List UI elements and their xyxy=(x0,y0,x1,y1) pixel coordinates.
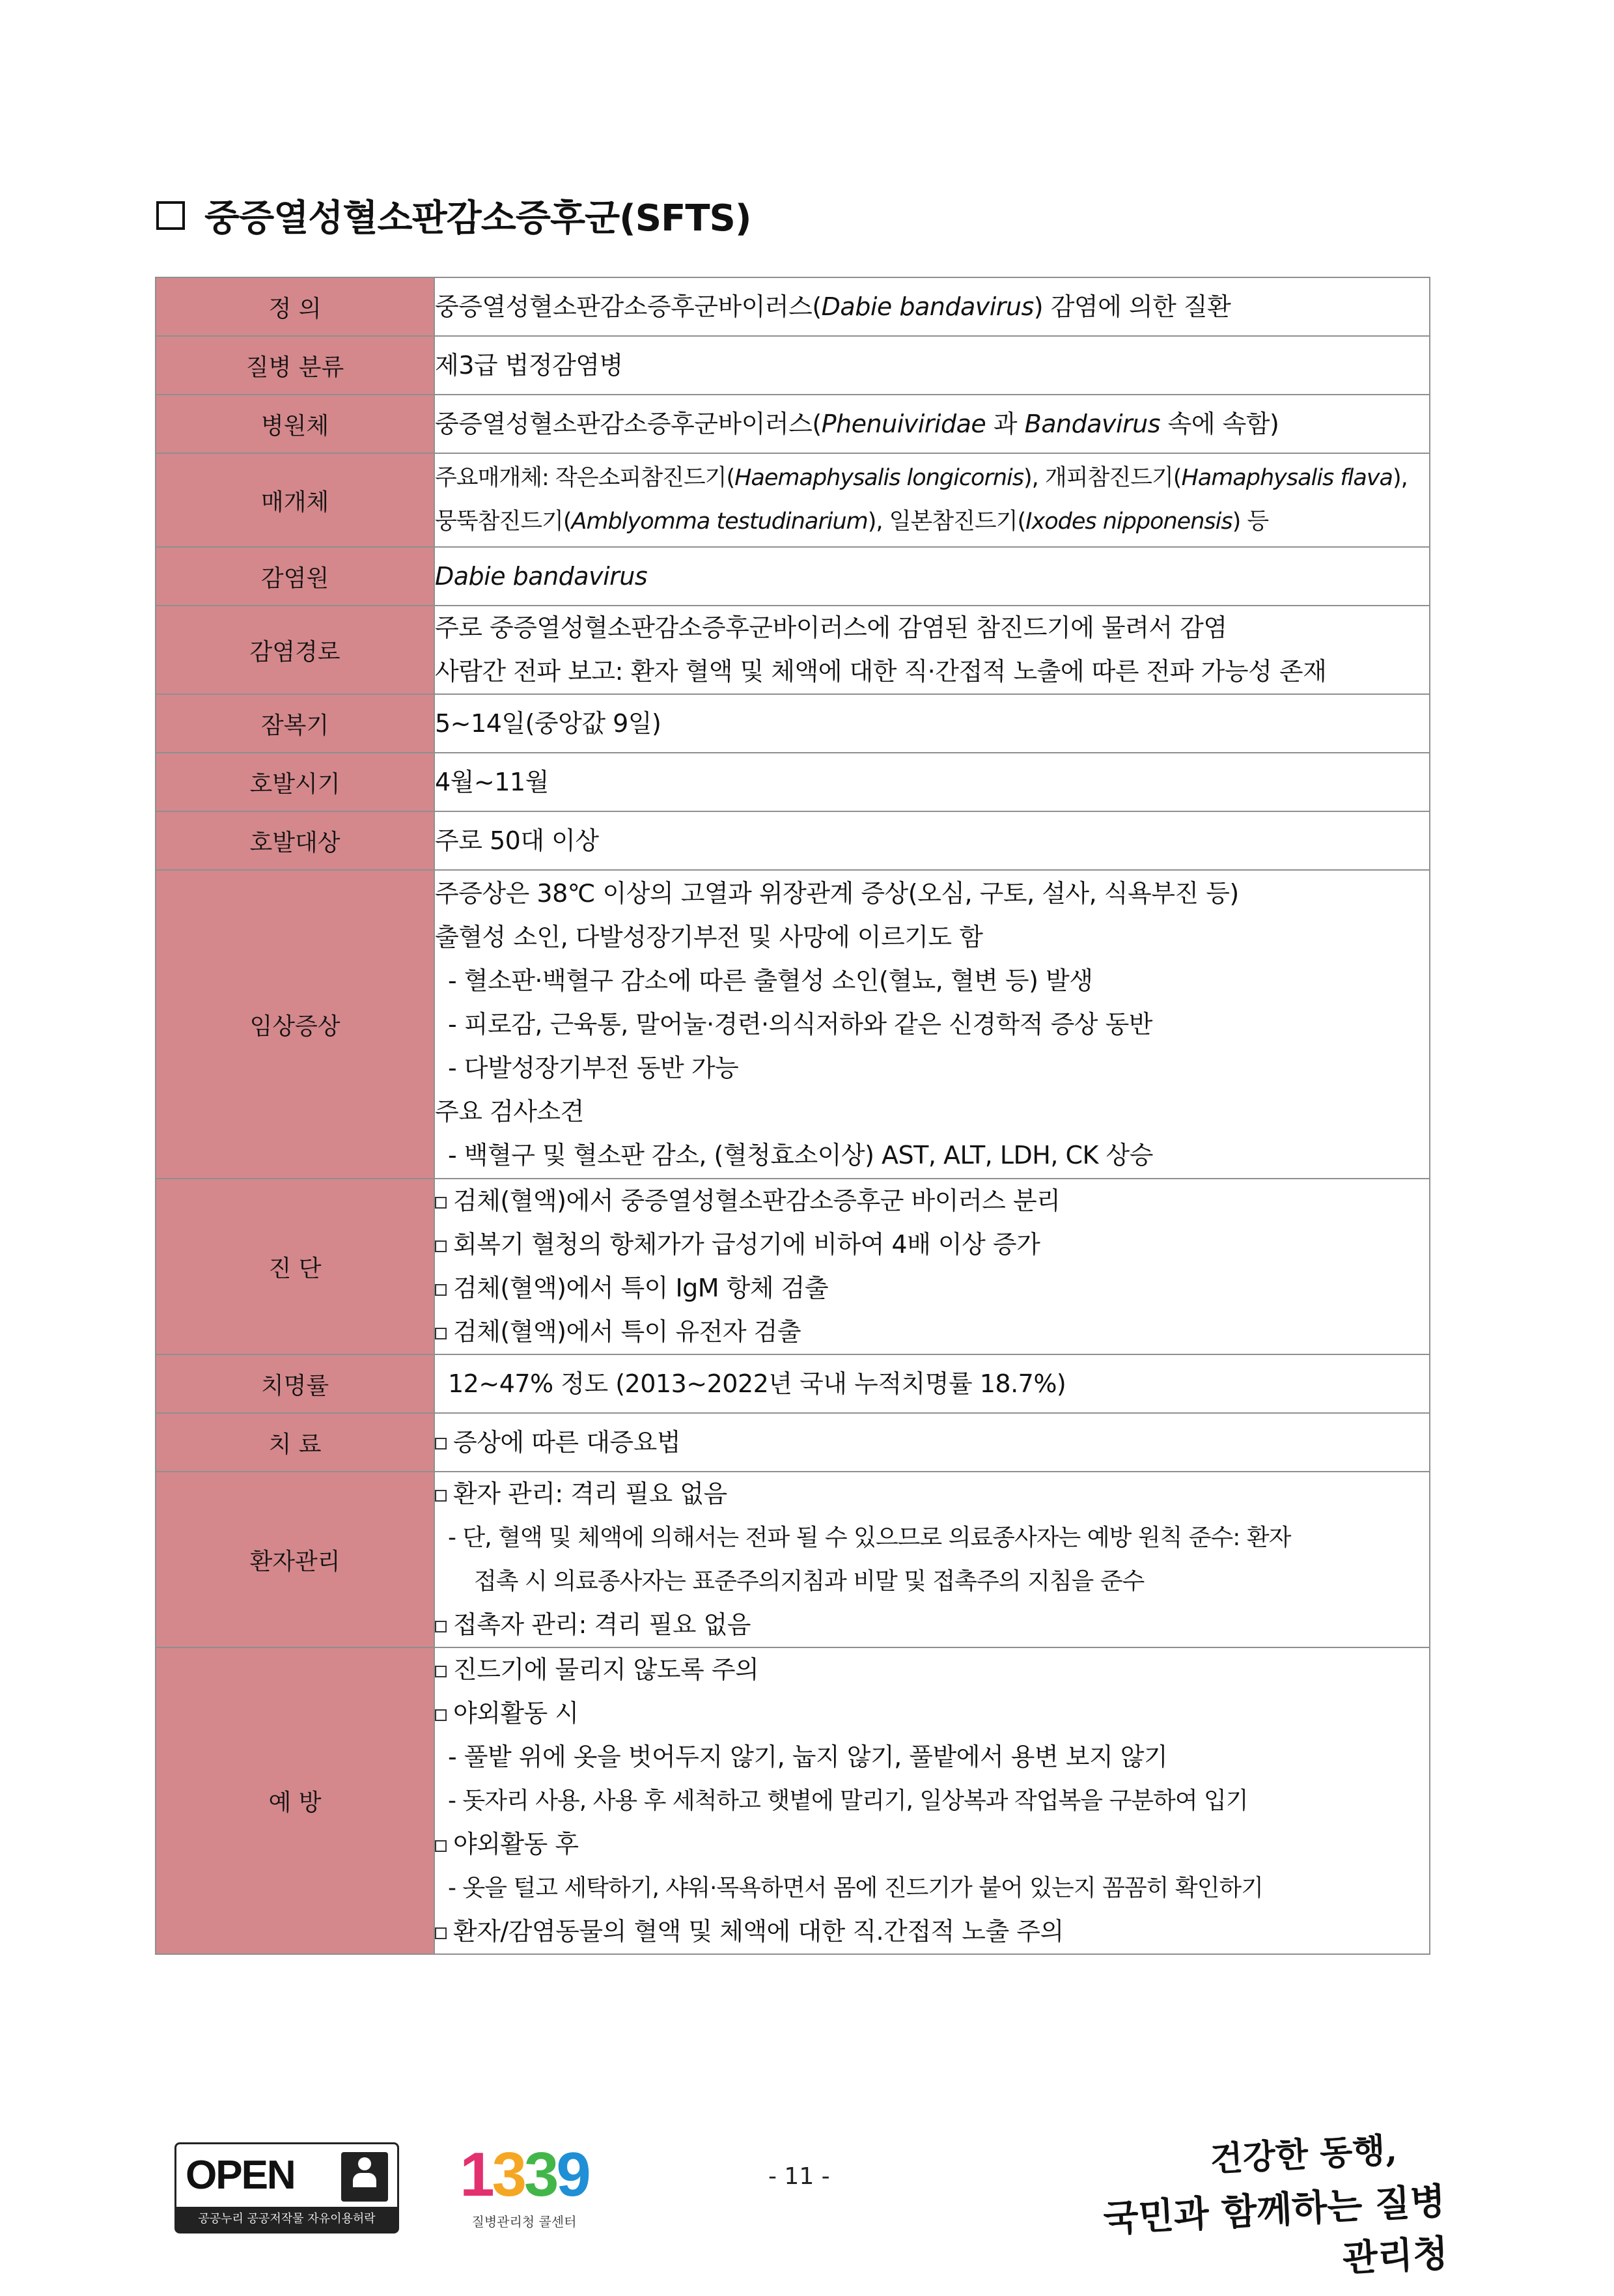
bullet-square-icon xyxy=(435,1438,447,1449)
text-line: 진드기에 물리지 않도록 주의 xyxy=(453,1655,759,1684)
source-cell: Dabie bandavirus xyxy=(434,547,1430,606)
open-license-badge xyxy=(174,2142,399,2233)
text-line: 사람간 전파 보고: 환자 혈액 및 체액에 대한 직·간접적 노출에 따른 전파 가능성 존재 xyxy=(435,657,1327,686)
open-badge-title: OPEN xyxy=(186,2153,295,2198)
text-line: 주요 검사소견 xyxy=(435,1097,584,1126)
table-row xyxy=(156,606,1430,694)
row-label: 임상증상 xyxy=(156,870,434,1179)
table-row xyxy=(156,1354,1430,1413)
bullet-square-icon xyxy=(435,1197,447,1209)
text-line: - 혈소판·백혈구 감소에 따른 출혈성 소인(혈뇨, 혈변 등) 발생 xyxy=(448,966,1093,995)
row-label: 감염원 xyxy=(156,547,434,606)
table-row xyxy=(156,1472,1430,1647)
diagnosis-cell xyxy=(434,1179,1430,1354)
pathogen-cell: 중증열성혈소판감소증후군바이러스(Phenuiviridae 과 Bandavirus 속에 속함) xyxy=(434,395,1430,453)
text-line: 접촉자 관리: 격리 필요 없음 xyxy=(453,1610,751,1639)
row-label: 예 방 xyxy=(156,1647,434,1954)
row-label: 감염경로 xyxy=(156,606,434,694)
section-heading xyxy=(156,186,751,245)
row-label: 정 의 xyxy=(156,277,434,336)
table-row xyxy=(156,547,1430,606)
bullet-square-icon xyxy=(435,1284,447,1296)
text-line: - 돗자리 사용, 사용 후 세척하고 햇볕에 말리기, 일상복과 작업복을 구분하여 입기 xyxy=(448,1787,1248,1814)
page-number: - 11 - xyxy=(768,2163,830,2190)
incubation-cell: 5~14일(중앙값 9일) xyxy=(434,694,1430,753)
bullet-square-icon xyxy=(435,1709,447,1721)
patient-cell xyxy=(434,1472,1430,1647)
bullet-square-icon xyxy=(435,1490,447,1502)
bullet-square-icon xyxy=(435,1240,447,1252)
table-row xyxy=(156,870,1430,1179)
table-row xyxy=(156,1647,1430,1954)
attribution-person-icon xyxy=(341,2152,388,2202)
clinical-cell xyxy=(434,870,1430,1179)
row-label: 치 료 xyxy=(156,1413,434,1472)
text-line: - 옷을 털고 세탁하기, 샤워·목욕하면서 몸에 진드기가 붙어 있는지 꼼꼼히 확인하기 xyxy=(448,1875,1263,1901)
text-line: 환자 관리: 격리 필요 없음 xyxy=(453,1479,727,1508)
text-line: 주증상은 38℃ 이상의 고열과 위장관계 증상(오심, 구토, 설사, 식욕부진 등) xyxy=(435,878,1239,908)
bullet-square-icon xyxy=(435,1621,447,1632)
row-label: 잠복기 xyxy=(156,694,434,753)
text-line: 검체(혈액)에서 중증열성혈소판감소증후군 바이러스 분리 xyxy=(453,1186,1061,1215)
definition-cell: 중증열성혈소판감소증후군바이러스(Dabie bandavirus) 감염에 의한 질환 xyxy=(434,277,1430,336)
text-line: 회복기 혈청의 항체가가 급성기에 비하여 4배 이상 증가 xyxy=(453,1230,1040,1259)
text-line: 야외활동 후 xyxy=(453,1830,579,1858)
table-row xyxy=(156,694,1430,753)
slogan-line-1: 건강한 동행, xyxy=(1209,2130,1398,2180)
text-line: 야외활동 시 xyxy=(453,1699,579,1728)
row-label: 질병 분류 xyxy=(156,336,434,395)
bullet-square-icon xyxy=(435,1666,447,1677)
row-label: 병원체 xyxy=(156,395,434,453)
table-row xyxy=(156,395,1430,453)
table-row xyxy=(156,811,1430,870)
vector-cell: 주요매개체: 작은소피참진드기(Haemaphysalis longicornis), 개피참진드기(Hamaphysalis flava), 뭉뚝참진드기(Amblyomma testudinarium), 일본참진드기(Ixodes nipponensis) 등 xyxy=(434,453,1430,547)
treatment-cell xyxy=(434,1413,1430,1472)
table-row xyxy=(156,1413,1430,1472)
text-line: - 피로감, 근육통, 말어눌·경련·의식저하와 같은 신경학적 증상 동반 xyxy=(448,1009,1152,1039)
section-title: 중증열성혈소판감소증후군(SFTS) xyxy=(204,197,751,240)
table-row xyxy=(156,277,1430,336)
call-center-caption: 질병관리청 콜센터 xyxy=(471,2214,577,2230)
text-line: - 다발성장기부전 동반 가능 xyxy=(448,1053,739,1082)
text-line: 환자/감염동물의 혈액 및 체액에 대한 직.간접적 노출 주의 xyxy=(453,1917,1064,1946)
row-label: 매개체 xyxy=(156,453,434,547)
row-label: 환자관리 xyxy=(156,1472,434,1647)
text-line: 검체(혈액)에서 특이 IgM 항체 검출 xyxy=(453,1274,829,1302)
call-center-number: 1339 xyxy=(460,2140,589,2209)
call-center-logo xyxy=(443,2142,605,2240)
agency-slogan xyxy=(1077,2120,1449,2296)
classification-cell: 제3급 법정감염병 xyxy=(434,336,1430,395)
route-cell xyxy=(434,606,1430,694)
bullet-square-icon xyxy=(435,1840,447,1852)
row-label: 호발대상 xyxy=(156,811,434,870)
text-line: 검체(혈액)에서 특이 유전자 검출 xyxy=(453,1317,801,1346)
text-line: - 단, 혈액 및 체액에 의해서는 전파 될 수 있으므로 의료종사자는 예방 원칙 준수: 환자 xyxy=(448,1524,1291,1551)
season-cell: 4월~11월 xyxy=(434,753,1430,811)
bullet-square-icon xyxy=(435,1328,447,1339)
text-line: 증상에 따른 대증요법 xyxy=(453,1427,681,1457)
table-row xyxy=(156,336,1430,395)
fatality-cell: 12~47% 정도 (2013~2022년 국내 누적치명률 18.7%) xyxy=(434,1354,1430,1413)
row-label: 진 단 xyxy=(156,1179,434,1354)
open-badge-caption: 공공누리 공공저작물 자유이용허락 xyxy=(176,2207,397,2232)
table-row xyxy=(156,453,1430,547)
checkbox-square-icon xyxy=(156,201,185,230)
table-row xyxy=(156,1179,1430,1354)
bullet-square-icon xyxy=(435,1927,447,1939)
text-line: 출혈성 소인, 다발성장기부전 및 사망에 이르기도 함 xyxy=(435,922,983,951)
text-line: - 백혈구 및 혈소판 감소, (혈청효소이상) AST, ALT, LDH, CK 상승 xyxy=(448,1140,1153,1169)
row-label: 호발시기 xyxy=(156,753,434,811)
sfts-info-table xyxy=(155,277,1430,1955)
row-label: 치명률 xyxy=(156,1354,434,1413)
slogan-line-2: 국민과 함께하는 질병관리청 xyxy=(1102,2179,1449,2280)
text-line: 주로 중증열성혈소판감소증후군바이러스에 감염된 참진드기에 물려서 감염 xyxy=(435,613,1227,642)
text-line: - 풀밭 위에 옷을 벗어두지 않기, 눕지 않기, 풀밭에서 용변 보지 않기 xyxy=(448,1743,1168,1771)
target-cell: 주로 50대 이상 xyxy=(434,811,1430,870)
table-row xyxy=(156,753,1430,811)
text-line: 접촉 시 의료종사자는 표준주의지침과 비말 및 접촉주의 지침을 준수 xyxy=(474,1568,1145,1595)
prevention-cell xyxy=(434,1647,1430,1954)
